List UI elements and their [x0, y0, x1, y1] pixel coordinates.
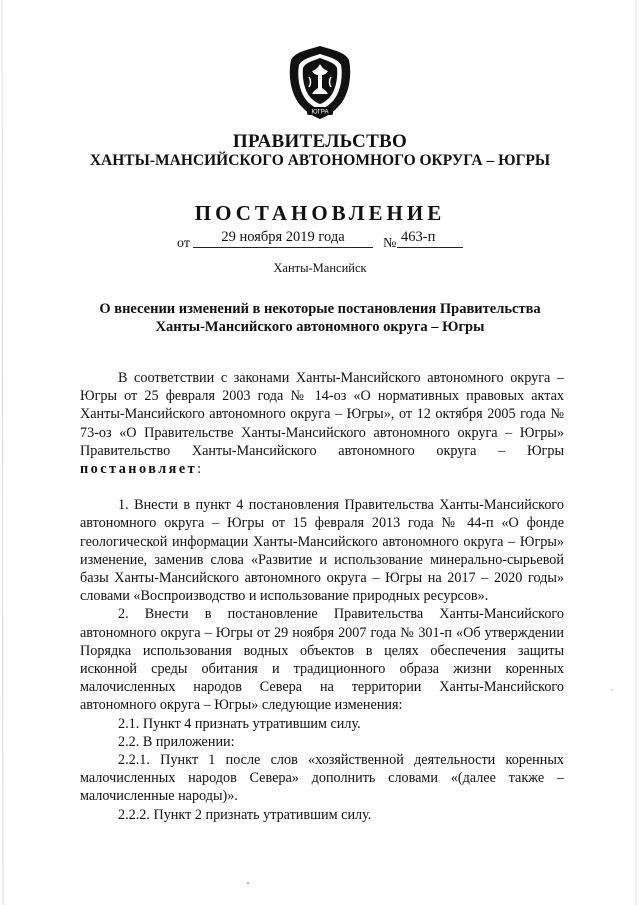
paragraph-item-2-2-2: 2.2.2. Пункт 2 признать утратившим силу.	[118, 806, 372, 823]
date-number-line	[0, 229, 640, 253]
coat-of-arms-emblem	[285, 44, 355, 120]
paragraph-item-2-2: 2.2. В приложении:	[118, 733, 235, 750]
city: Ханты-Мансийск	[273, 261, 367, 275]
paragraph-item-2-2-1: 2.2.1. Пункт 1 после слов «хозяйственной деятельности коренных малочисленных народов Севера» дополнить словами «(далее также – малочисленные народы)».	[80, 752, 564, 805]
number-label: №	[383, 236, 397, 251]
emblem-label: ЮГРА	[311, 109, 329, 116]
paragraph-item-2-1: 2.1. Пункт 4 признать утратившим силу.	[118, 715, 361, 732]
resolves-colon: :	[197, 461, 202, 478]
document-title	[60, 300, 580, 336]
resolves-word: постановляет	[80, 461, 198, 478]
org-subtitle: ХАНТЫ-МАНСИЙСКОГО АВТОНОМНОГО ОКРУГА – ЮГРЫ	[89, 152, 551, 169]
document-date: 29 ноября 2019 года	[193, 229, 373, 248]
paragraph-item-1: 1. Внести в пункт 4 постановления Правительства Ханты-Мансийского автономного округа – Югры от 15 февраля 2013 года № 44-п «О фонде геологической информации Ханты-Мансийского автономного округа – Югры» изменение, заменив слова «Развитие и использование минерально-сырьевой базы Ханты-Мансийского автономного округа – Югры на 2017 – 2020 годы» словами «Воспроизводство и использование природных ресурсов».	[80, 497, 564, 605]
paragraph-item-2: 2. Внести в постановление Правительства Ханты-Мансийского автономного округа – Югры от 29 ноября 2007 года № 301-п «Об утверждении Порядка использования водных объектов в целях обеспечения защиты исконной среды обитания и традиционного образа жизни коренных малочисленных народов Севера на территории Ханты-Мансийского автономного округа – Югры» следующие изменения:	[80, 606, 564, 714]
title-line-1: О внесении изменений в некоторые постановления Правительства	[99, 301, 541, 317]
date-label: от	[177, 236, 190, 251]
preamble-paragraph	[80, 369, 564, 478]
org-title: ПРАВИТЕЛЬСТВО	[232, 131, 408, 152]
preamble-text: В соответствии с законами Ханты-Мансийского автономного округа – Югры от 25 февраля 2003 года № 14-оз «О нормативных правовых актах Ханты-Мансийского автономного округа – Югры», от 12 октября 2005 года № 73-оз «О Правительстве Ханты-Мансийского автономного округа – Югры» Правительство Ханты-Мансийского автономного округа – Югры	[80, 370, 564, 459]
document-type: ПОСТАНОВЛЕНИЕ	[194, 201, 446, 225]
document-number: 463-п	[397, 229, 463, 248]
document-body	[80, 369, 564, 824]
title-line-2: Ханты-Мансийского автономного округа – Югры	[155, 319, 485, 335]
